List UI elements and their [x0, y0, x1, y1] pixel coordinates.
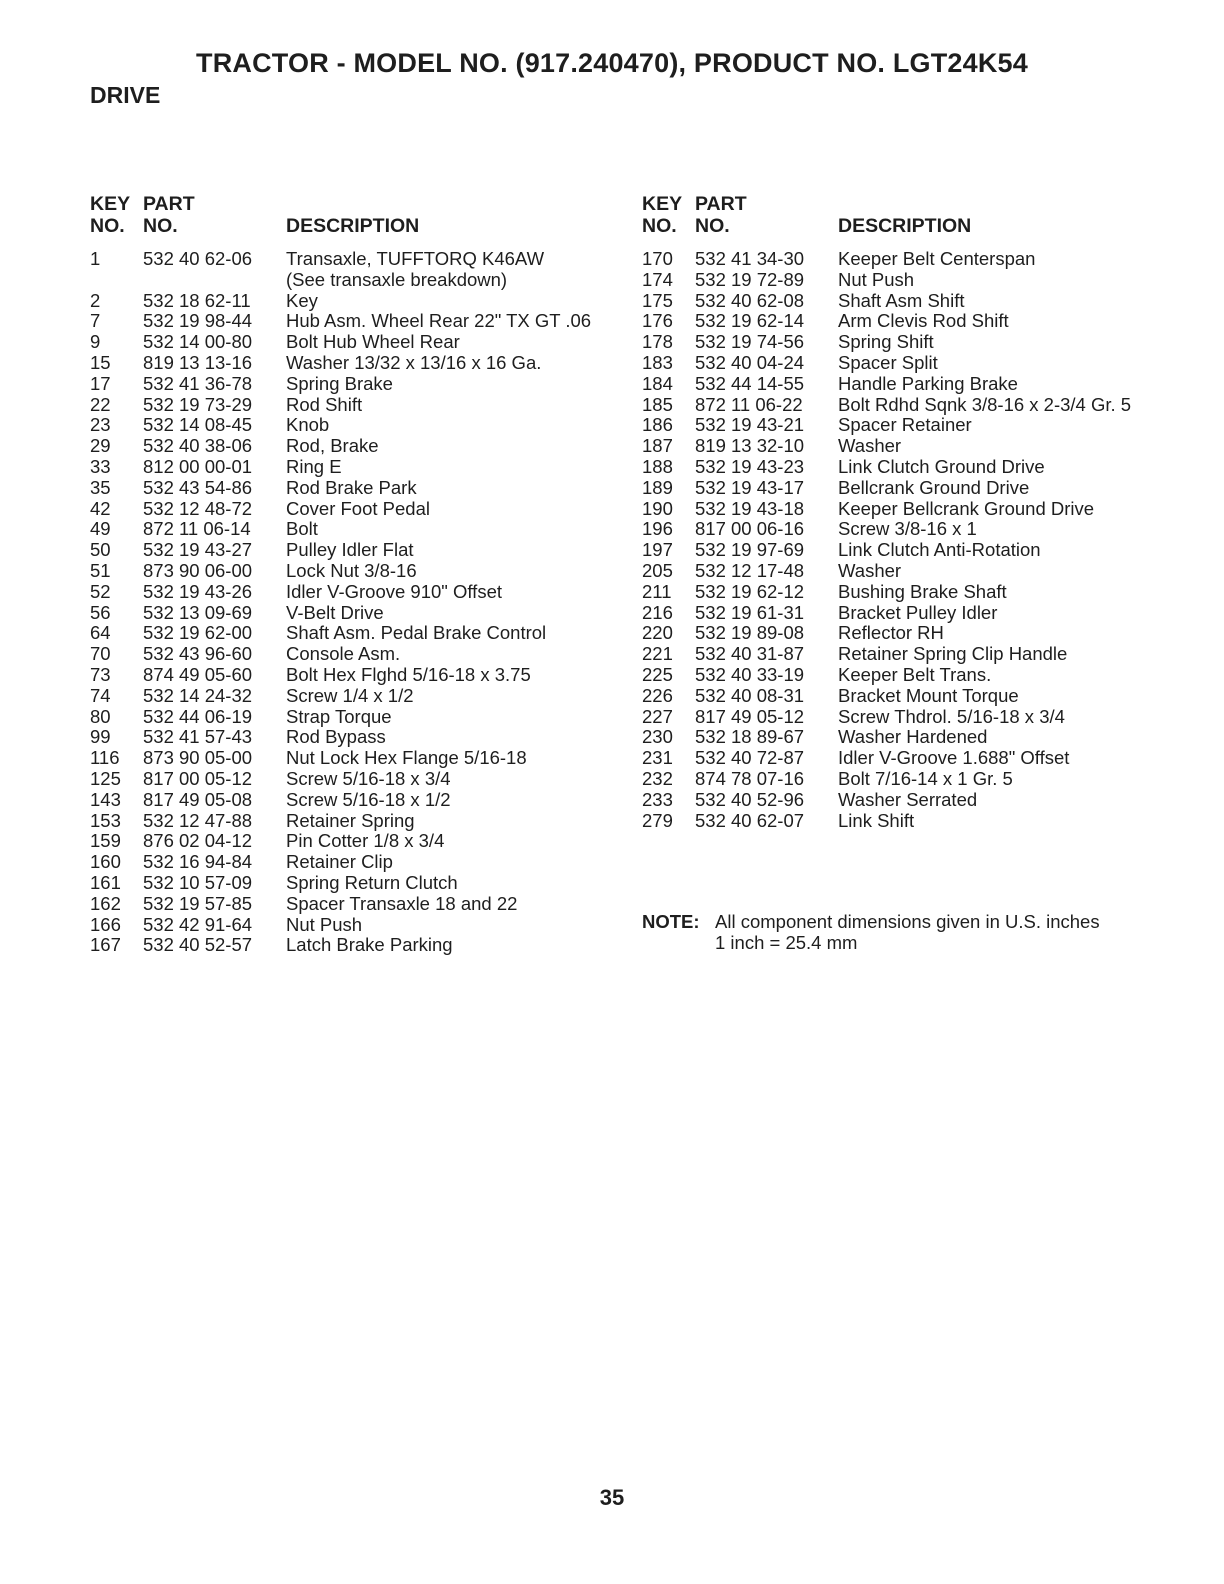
part-description: Spacer Split	[838, 351, 938, 373]
part-description: Washer	[838, 559, 902, 581]
table-row	[90, 332, 620, 353]
key-number: 1	[90, 248, 101, 269]
part-description: Keeper Bellcrank Ground Drive	[838, 497, 1095, 519]
key-number: 188	[642, 455, 673, 477]
key-number: 160	[90, 851, 121, 873]
header-description: DESCRIPTION	[838, 215, 972, 237]
key-number: 225	[642, 663, 673, 685]
table-row	[642, 707, 1162, 728]
part-number: 532 16 94-84	[143, 851, 253, 873]
part-number: 532 19 62-12	[695, 580, 805, 602]
key-number: 73	[90, 663, 111, 685]
table-header	[642, 193, 1162, 243]
part-description: Link Clutch Ground Drive	[838, 455, 1045, 477]
part-number: 532 19 89-08	[695, 622, 805, 644]
key-number: 52	[90, 580, 111, 602]
part-description: Retainer Clip	[286, 851, 393, 873]
part-description: Link Clutch Anti-Rotation	[838, 539, 1041, 561]
part-number: 817 00 06-16	[695, 518, 805, 540]
header-key-top: KEY	[90, 193, 131, 215]
key-number: 56	[90, 601, 111, 623]
part-number: 532 19 97-69	[695, 539, 805, 561]
part-number: 532 14 08-45	[143, 414, 253, 436]
table-row	[90, 935, 620, 956]
part-description: Reflector RH	[838, 622, 944, 644]
table-row	[90, 353, 620, 374]
part-description: Spacer Transaxle 18 and 22	[286, 892, 518, 914]
key-number: 159	[90, 830, 121, 852]
note-label: NOTE:	[642, 911, 700, 932]
table-row	[90, 727, 620, 748]
part-description: Screw 5/16-18 x 3/4	[286, 767, 451, 789]
part-number: 532 40 52-57	[143, 934, 253, 956]
table-row	[90, 831, 620, 852]
part-number: 817 00 05-12	[143, 767, 253, 789]
part-description: Keeper Belt Centerspan	[838, 248, 1036, 269]
part-number: 819 13 32-10	[695, 435, 805, 457]
key-number: 178	[642, 331, 673, 353]
table-row	[90, 478, 620, 499]
part-description: Pin Cotter 1/8 x 3/4	[286, 830, 445, 852]
key-number: 2	[90, 289, 101, 311]
key-number: 80	[90, 705, 111, 727]
key-number: 35	[90, 476, 111, 498]
table-row	[90, 748, 620, 769]
table-row	[642, 415, 1162, 436]
part-description: Arm Clevis Rod Shift	[838, 310, 1009, 332]
part-number: 532 40 31-87	[695, 643, 805, 665]
part-description: Cover Foot Pedal	[286, 497, 430, 519]
page-number: 35	[599, 1485, 625, 1510]
table-row	[642, 478, 1162, 499]
part-number: 532 19 43-17	[695, 476, 805, 498]
part-number: 532 19 43-26	[143, 580, 253, 602]
part-description: Shaft Asm. Pedal Brake Control	[286, 622, 547, 644]
key-number: 233	[642, 788, 673, 810]
table-row	[642, 665, 1162, 686]
table-row	[90, 790, 620, 811]
table-row	[90, 603, 620, 624]
part-number: 532 19 98-44	[143, 310, 253, 332]
part-description: Rod Brake Park	[286, 476, 417, 498]
key-number: 7	[90, 310, 101, 332]
table-row	[642, 374, 1162, 395]
part-number: 532 41 36-78	[143, 372, 253, 394]
part-description: Washer Hardened	[838, 726, 988, 748]
key-number: 22	[90, 393, 111, 415]
key-number: 279	[642, 809, 673, 831]
key-number: 166	[90, 913, 121, 935]
key-number: 216	[642, 601, 673, 623]
table-row	[642, 644, 1162, 665]
part-description: Bushing Brake Shaft	[838, 580, 1007, 602]
part-description: Rod, Brake	[286, 435, 379, 457]
part-description: Screw 5/16-18 x 1/2	[286, 788, 451, 810]
part-description: (See transaxle breakdown)	[286, 268, 508, 290]
parts-list-left	[90, 249, 620, 956]
table-row	[642, 686, 1162, 707]
table-row	[642, 540, 1162, 561]
key-number: 175	[642, 289, 673, 311]
table-row	[642, 457, 1162, 478]
part-number: 532 19 43-21	[695, 414, 805, 436]
header-part-top: PART	[695, 193, 747, 215]
table-row	[90, 894, 620, 915]
table-row	[90, 915, 620, 936]
part-number: 874 78 07-16	[695, 767, 805, 789]
part-number: 532 40 62-06	[143, 248, 253, 269]
parts-table-right	[642, 193, 1162, 831]
table-header	[90, 193, 620, 243]
part-description: Hub Asm. Wheel Rear 22" TX GT .06	[286, 310, 592, 332]
part-number: 532 14 00-80	[143, 331, 253, 353]
table-row	[90, 686, 620, 707]
header-key-top: KEY	[642, 193, 683, 215]
part-number: 532 43 54-86	[143, 476, 253, 498]
part-description: Screw 1/4 x 1/2	[286, 684, 414, 706]
key-number: 184	[642, 372, 673, 394]
part-description: Bolt	[286, 518, 318, 540]
part-number: 872 11 06-22	[695, 393, 803, 415]
table-row	[90, 665, 620, 686]
header-description: DESCRIPTION	[286, 215, 420, 237]
part-description: Transaxle, TUFFTORQ K46AW	[286, 248, 545, 269]
part-description: Bracket Pulley Idler	[838, 601, 998, 623]
part-number: 532 43 96-60	[143, 643, 253, 665]
table-row	[90, 415, 620, 436]
part-description: Screw Thdrol. 5/16-18 x 3/4	[838, 705, 1065, 727]
part-description: Ring E	[286, 455, 342, 477]
table-row	[90, 457, 620, 478]
key-number: 227	[642, 705, 673, 727]
part-number: 532 19 73-29	[143, 393, 253, 415]
part-description: Pulley Idler Flat	[286, 539, 414, 561]
part-description: Bolt Hex Flghd 5/16-18 x 3.75	[286, 663, 531, 685]
table-row	[642, 582, 1162, 603]
part-description: Latch Brake Parking	[286, 934, 453, 956]
part-description: Washer 13/32 x 13/16 x 16 Ga.	[286, 351, 542, 373]
part-number: 532 10 57-09	[143, 871, 253, 893]
key-number: 205	[642, 559, 673, 581]
part-number: 817 49 05-12	[695, 705, 805, 727]
part-number: 819 13 13-16	[143, 351, 253, 373]
part-description: Key	[286, 289, 318, 311]
part-number: 532 19 43-18	[695, 497, 805, 519]
part-number: 532 12 17-48	[695, 559, 805, 581]
part-description: Retainer Spring Clip Handle	[838, 643, 1068, 665]
table-row	[90, 873, 620, 894]
part-description: Rod Shift	[286, 393, 363, 415]
key-number: 211	[642, 580, 672, 602]
part-description: Strap Torque	[286, 705, 392, 727]
part-number: 874 49 05-60	[143, 663, 253, 685]
part-number: 532 19 74-56	[695, 331, 805, 353]
part-number: 532 40 04-24	[695, 351, 805, 373]
header-key-bottom: NO.	[642, 215, 677, 237]
table-row	[642, 790, 1162, 811]
table-row	[90, 395, 620, 416]
table-row	[90, 769, 620, 790]
part-number: 876 02 04-12	[143, 830, 253, 852]
table-row	[90, 519, 620, 540]
table-row	[90, 249, 620, 270]
key-number: 15	[90, 351, 111, 373]
key-number: 74	[90, 684, 111, 706]
table-row	[642, 436, 1162, 457]
part-description: Lock Nut 3/8-16	[286, 559, 417, 581]
key-number: 197	[642, 539, 673, 561]
key-number: 232	[642, 767, 673, 789]
table-row	[90, 582, 620, 603]
part-number: 532 13 09-69	[143, 601, 253, 623]
key-number: 190	[642, 497, 673, 519]
key-number: 17	[90, 372, 111, 394]
part-description: Retainer Spring	[286, 809, 415, 831]
part-number: 532 19 62-00	[143, 622, 253, 644]
part-description: Console Asm.	[286, 643, 401, 665]
key-number: 143	[90, 788, 121, 810]
key-number: 29	[90, 435, 111, 457]
parts-list-right	[642, 249, 1162, 831]
part-description: Bellcrank Ground Drive	[838, 476, 1030, 498]
key-number: 162	[90, 892, 121, 914]
table-row	[642, 395, 1162, 416]
table-row	[642, 519, 1162, 540]
part-number: 532 19 43-23	[695, 455, 805, 477]
part-number: 873 90 05-00	[143, 747, 253, 769]
table-row	[90, 540, 620, 561]
part-description: Rod Bypass	[286, 726, 386, 748]
key-number: 49	[90, 518, 111, 540]
part-number: 532 40 62-07	[695, 809, 805, 831]
header-part-bottom: NO.	[695, 215, 730, 237]
part-number: 532 40 52-96	[695, 788, 805, 810]
part-number: 532 44 06-19	[143, 705, 253, 727]
key-number: 50	[90, 539, 111, 561]
table-row	[642, 727, 1162, 748]
note-line-1: All component dimensions given in U.S. inches	[715, 911, 1100, 932]
table-row	[642, 353, 1162, 374]
key-number: 167	[90, 934, 121, 956]
table-row	[642, 561, 1162, 582]
table-row	[90, 852, 620, 873]
key-number: 116	[90, 747, 120, 769]
part-description: Bolt 7/16-14 x 1 Gr. 5	[838, 767, 1013, 789]
parts-table-left	[90, 193, 620, 956]
key-number: 174	[642, 268, 673, 290]
part-description: Nut Lock Hex Flange 5/16-18	[286, 747, 527, 769]
part-number: 532 14 24-32	[143, 684, 253, 706]
part-description: Keeper Belt Trans.	[838, 663, 992, 685]
part-description: Shaft Asm Shift	[838, 289, 965, 311]
page-title: TRACTOR - MODEL NO. (917.240470), PRODUCT NO. LGT24K54	[196, 48, 1028, 78]
table-row	[642, 748, 1162, 769]
key-number: 170	[642, 248, 673, 269]
part-number: 532 41 34-30	[695, 248, 805, 269]
part-number: 532 19 72-89	[695, 268, 805, 290]
key-number: 70	[90, 643, 111, 665]
section-heading: DRIVE	[90, 82, 161, 108]
part-description: V-Belt Drive	[286, 601, 384, 623]
key-number: 186	[642, 414, 673, 436]
part-description: Washer	[838, 435, 902, 457]
header-part-bottom: NO.	[143, 215, 178, 237]
table-row	[642, 811, 1162, 832]
table-row	[90, 374, 620, 395]
part-description: Bolt Hub Wheel Rear	[286, 331, 460, 353]
key-number: 187	[642, 435, 673, 457]
part-description: Nut Push	[286, 913, 363, 935]
part-description: Bracket Mount Torque	[838, 684, 1019, 706]
key-number: 220	[642, 622, 673, 644]
part-number: 532 19 57-85	[143, 892, 253, 914]
key-number: 161	[90, 871, 121, 893]
part-number: 532 40 33-19	[695, 663, 805, 685]
table-row	[642, 311, 1162, 332]
table-row	[642, 270, 1162, 291]
part-number: 532 44 14-55	[695, 372, 805, 394]
part-number: 532 40 72-87	[695, 747, 805, 769]
header-key-bottom: NO.	[90, 215, 125, 237]
part-number: 532 41 57-43	[143, 726, 253, 748]
key-number: 125	[90, 767, 121, 789]
key-number: 226	[642, 684, 673, 706]
part-description: Spring Return Clutch	[286, 871, 458, 893]
key-number: 221	[642, 643, 673, 665]
header-part-top: PART	[143, 193, 195, 215]
part-number: 872 11 06-14	[143, 518, 251, 540]
key-number: 99	[90, 726, 111, 748]
key-number: 33	[90, 455, 111, 477]
table-row	[642, 769, 1162, 790]
part-number: 532 19 43-27	[143, 539, 253, 561]
table-row	[642, 499, 1162, 520]
key-number: 185	[642, 393, 673, 415]
part-number: 532 18 62-11	[143, 289, 251, 311]
part-number: 532 18 89-67	[695, 726, 805, 748]
part-description: Spring Shift	[838, 331, 934, 353]
part-description: Idler V-Groove 1.688" Offset	[838, 747, 1070, 769]
part-description: Link Shift	[838, 809, 915, 831]
key-number: 189	[642, 476, 673, 498]
key-number: 64	[90, 622, 111, 644]
part-number: 532 40 08-31	[695, 684, 805, 706]
key-number: 196	[642, 518, 673, 540]
part-description: Handle Parking Brake	[838, 372, 1018, 394]
part-description: Washer Serrated	[838, 788, 978, 810]
part-number: 532 12 48-72	[143, 497, 253, 519]
part-description: Spring Brake	[286, 372, 393, 394]
part-description: Nut Push	[838, 268, 915, 290]
key-number: 23	[90, 414, 111, 436]
key-number: 231	[642, 747, 673, 769]
key-number: 176	[642, 310, 673, 332]
table-row	[642, 291, 1162, 312]
key-number: 153	[90, 809, 121, 831]
table-row	[90, 499, 620, 520]
table-row	[90, 811, 620, 832]
note-line-2: 1 inch = 25.4 mm	[715, 932, 858, 953]
part-description: Bolt Rdhd Sqnk 3/8-16 x 2-3/4 Gr. 5	[838, 393, 1132, 415]
table-row	[90, 623, 620, 644]
part-number: 532 19 61-31	[695, 601, 805, 623]
table-row	[90, 644, 620, 665]
table-row	[90, 436, 620, 457]
table-row	[642, 603, 1162, 624]
key-number: 51	[90, 559, 111, 581]
key-number: 230	[642, 726, 673, 748]
part-number: 532 19 62-14	[695, 310, 805, 332]
table-row	[642, 249, 1162, 270]
part-number: 532 40 62-08	[695, 289, 805, 311]
key-number: 183	[642, 351, 673, 373]
part-description: Knob	[286, 414, 330, 436]
table-row	[642, 623, 1162, 644]
part-description: Spacer Retainer	[838, 414, 972, 436]
part-number: 532 40 38-06	[143, 435, 253, 457]
part-number: 532 42 91-64	[143, 913, 253, 935]
table-row	[642, 332, 1162, 353]
part-description: Screw 3/8-16 x 1	[838, 518, 977, 540]
key-number: 42	[90, 497, 111, 519]
part-description: Idler V-Groove 910" Offset	[286, 580, 503, 602]
part-number: 532 12 47-88	[143, 809, 253, 831]
table-row	[90, 561, 620, 582]
part-number: 873 90 06-00	[143, 559, 253, 581]
table-row	[90, 311, 620, 332]
table-row	[90, 291, 620, 312]
part-number: 812 00 00-01	[143, 455, 253, 477]
table-row	[90, 270, 620, 291]
key-number: 9	[90, 331, 101, 353]
part-number: 817 49 05-08	[143, 788, 253, 810]
table-row	[90, 707, 620, 728]
